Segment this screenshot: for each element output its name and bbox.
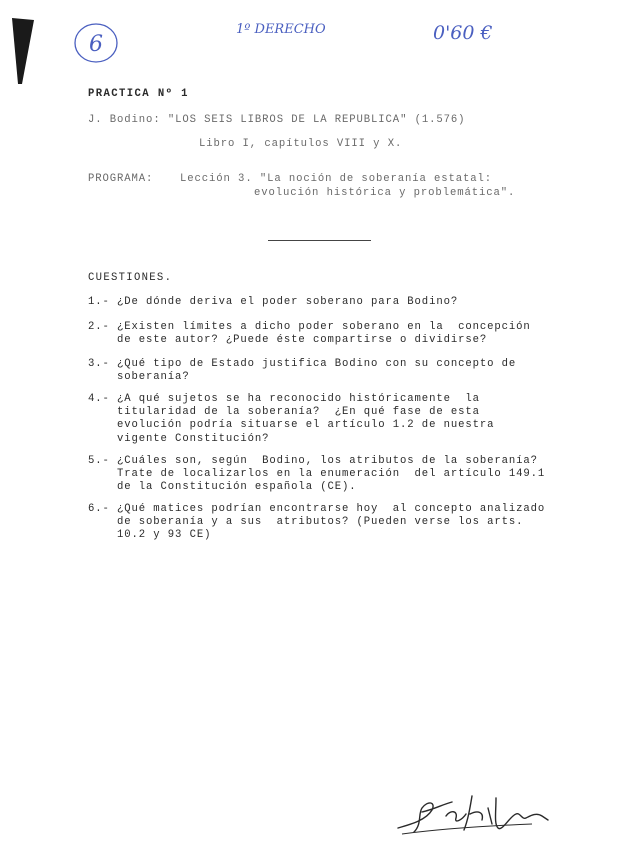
circled-number-text: 6 [89, 32, 103, 57]
question-4 [88, 393, 568, 446]
programa-line-2: evolución histórica y problemática". [254, 187, 516, 199]
question-2 [88, 321, 568, 347]
chapters-line: Libro I, capítulos VIII y X. [199, 138, 403, 150]
question-number: 1.- [88, 296, 110, 308]
question-number: 4.- [88, 393, 110, 405]
source-line: J. Bodino: "LOS SEIS LIBROS DE LA REPUBLICA" (1.576) [88, 114, 466, 126]
course-note: 1º DERECHO [236, 22, 326, 37]
question-1 [88, 296, 568, 309]
question-text: ¿De dónde deriva el poder soberano para Bodino? [117, 296, 459, 308]
practice-title: PRACTICA Nº 1 [88, 88, 189, 100]
separator-line [268, 240, 371, 241]
question-text: ¿Qué matices podrían encontrarse hoy al concepto analizado de soberanía y a sus atributos? (Pueden verse los arts. 10.2 y 93 CE) [117, 503, 546, 542]
question-3 [88, 358, 568, 384]
section-title: CUESTIONES. [88, 272, 173, 284]
question-text: ¿Qué tipo de Estado justifica Bodino con su concepto de soberanía? [117, 358, 517, 384]
programa-label: PROGRAMA: [88, 173, 154, 185]
circled-number [72, 20, 122, 66]
question-text: ¿Existen límites a dicho poder soberano en la concepción de este autor? ¿Puede éste compartirse o dividirse? [117, 321, 531, 347]
question-text: ¿A qué sujetos se ha reconocido históricamente la titularidad de la soberanía? ¿En qué fase de esta evolución podría situarse el artículo 1.2 de nuestra vigente Constitución? [117, 393, 495, 445]
programa-line-1: Lección 3. "La noción de soberanía estatal: [180, 173, 493, 185]
signature [392, 790, 562, 840]
question-6 [88, 503, 568, 543]
question-number: 3.- [88, 358, 110, 370]
question-text: ¿Cuáles son, según Bodino, los atributos de la soberanía? Trate de localizarlos en la enumeración del artículo 149.1 de la Constitución española (CE). [117, 455, 546, 494]
price-note: 0'60 € [433, 22, 493, 44]
question-number: 2.- [88, 321, 110, 333]
question-number: 5.- [88, 455, 110, 467]
question-5 [88, 455, 568, 495]
corner-mark [8, 14, 38, 86]
question-number: 6.- [88, 503, 110, 515]
